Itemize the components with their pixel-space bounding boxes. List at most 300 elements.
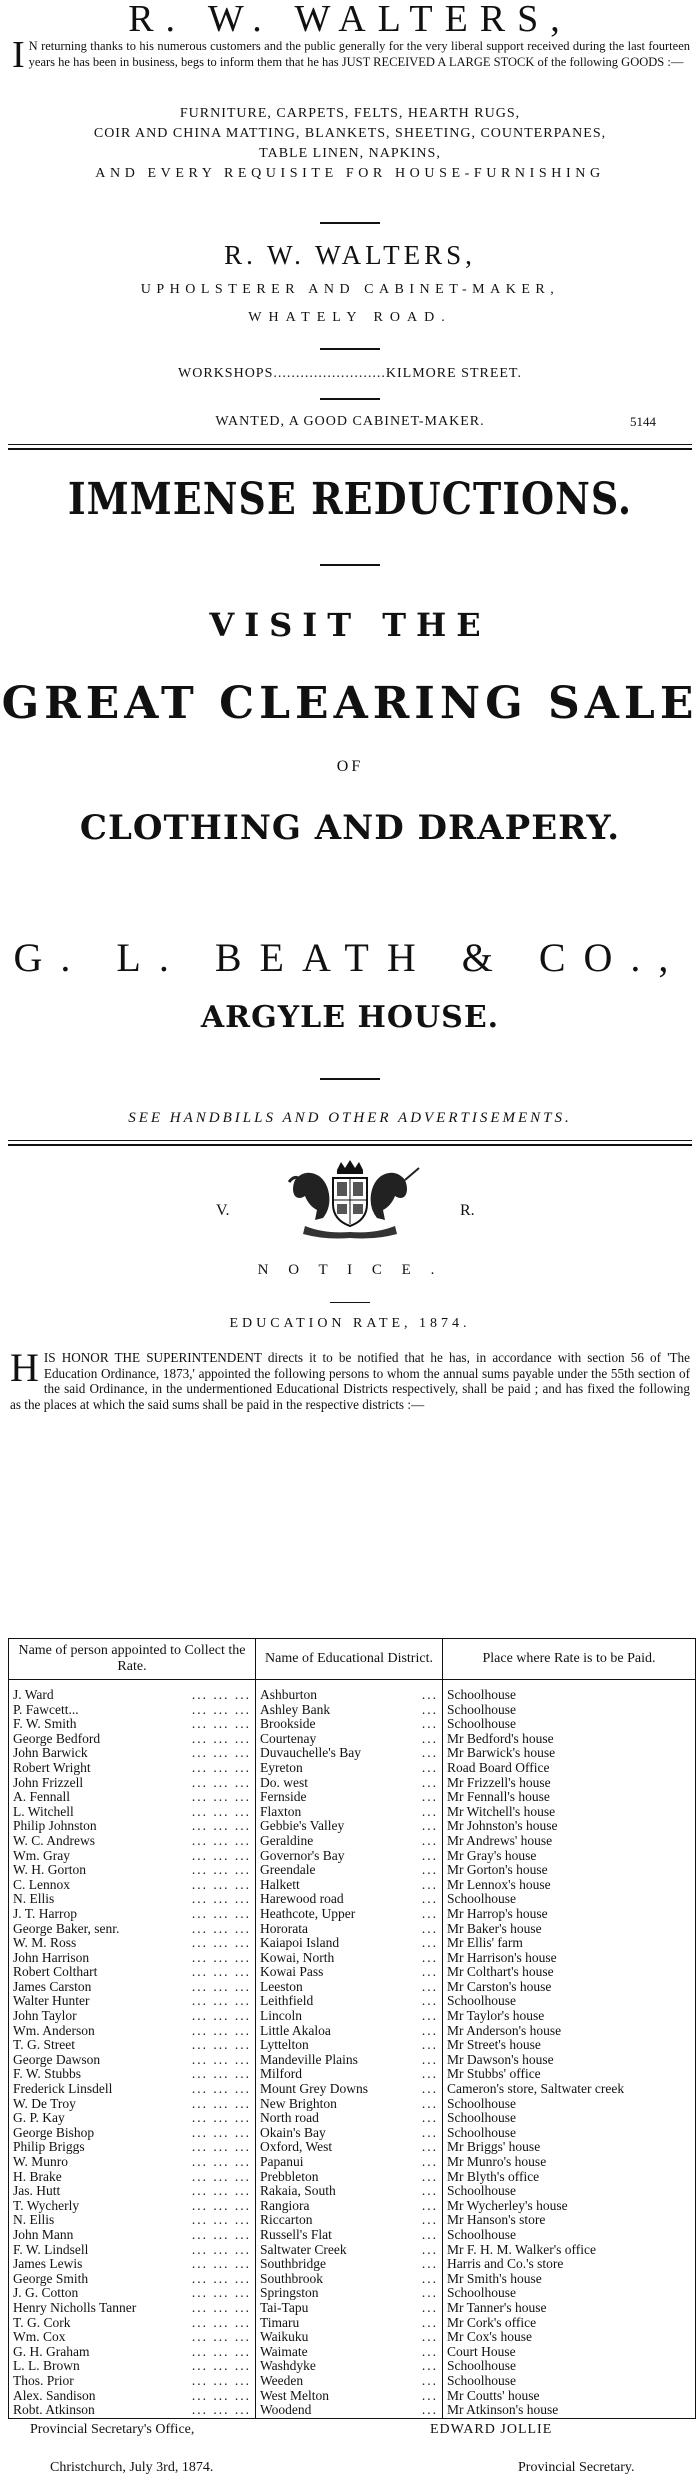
payment-place: Mr Hanson's store bbox=[443, 2213, 696, 2228]
table-row bbox=[9, 2301, 696, 2316]
district-cell bbox=[256, 2111, 443, 2126]
leader-dots: ... ... ... bbox=[191, 2198, 251, 2213]
payment-place: Schoolhouse bbox=[443, 2286, 696, 2301]
district-cell bbox=[256, 2024, 443, 2039]
table-row bbox=[9, 1965, 696, 1980]
leader-dots: ... bbox=[421, 2403, 438, 2418]
payment-place: Mr Munro's house bbox=[443, 2155, 696, 2170]
table-row bbox=[9, 1980, 696, 1995]
district-cell bbox=[256, 2155, 443, 2170]
table-row bbox=[9, 1994, 696, 2009]
leader-dots: ... bbox=[421, 1965, 438, 1980]
district-cell bbox=[256, 1790, 443, 1805]
table-row bbox=[9, 2053, 696, 2068]
table-row bbox=[9, 1790, 696, 1805]
table-row bbox=[9, 2009, 696, 2024]
collector-name: G. H. Graham bbox=[13, 2344, 90, 2359]
collector-name: W. De Troy bbox=[13, 2096, 76, 2111]
payment-place: Mr Briggs' house bbox=[443, 2140, 696, 2155]
district-cell bbox=[256, 2374, 443, 2389]
notice-date: Christchurch, July 3rd, 1874. bbox=[50, 2460, 214, 2475]
table-row bbox=[9, 2097, 696, 2112]
district-name: Heathcote, Upper bbox=[260, 1906, 356, 1921]
district-cell bbox=[256, 1703, 443, 1718]
leader-dots: ... bbox=[421, 2096, 438, 2111]
collector-name-cell bbox=[9, 2359, 256, 2374]
district-name: New Brighton bbox=[260, 2096, 337, 2111]
district-name: Mount Grey Downs bbox=[260, 2082, 368, 2097]
collector-name: G. P. Kay bbox=[13, 2111, 65, 2126]
collector-name-cell bbox=[9, 2140, 256, 2155]
beath-see-handbills: SEE HANDBILLS AND OTHER ADVERTISEMENTS. bbox=[128, 1110, 572, 1126]
collector-name-cell bbox=[9, 2286, 256, 2301]
collector-name-cell bbox=[9, 1717, 256, 1732]
district-cell bbox=[256, 1892, 443, 1907]
district-name: Riccarton bbox=[260, 2213, 313, 2228]
table-row bbox=[9, 1805, 696, 1820]
collector-name: John Harrison bbox=[13, 1950, 90, 1965]
collector-name-cell bbox=[9, 1819, 256, 1834]
district-cell bbox=[256, 2301, 443, 2316]
leader-dots: ... bbox=[421, 2169, 438, 2184]
district-name: Woodend bbox=[260, 2403, 312, 2418]
district-cell bbox=[256, 2286, 443, 2301]
payment-place: Schoolhouse bbox=[443, 2374, 696, 2389]
payment-place: Mr Fennall's house bbox=[443, 1790, 696, 1805]
leader-dots: ... ... ... bbox=[191, 2155, 251, 2169]
walters-workshops: WORKSHOPS.........................KILMORE STREET. bbox=[178, 366, 522, 381]
walters-goods-1: FURNITURE, CARPETS, FELTS, HEARTH RUGS, bbox=[179, 106, 521, 121]
table-row bbox=[9, 2111, 696, 2126]
table-row bbox=[9, 2359, 696, 2374]
table-row bbox=[9, 1922, 696, 1937]
leader-dots: ... bbox=[421, 2038, 438, 2053]
collector-name-cell bbox=[9, 2184, 256, 2199]
leader-dots: ... bbox=[421, 1819, 438, 1834]
payment-place: Schoolhouse bbox=[443, 2228, 696, 2243]
collector-name-cell bbox=[9, 1907, 256, 1922]
leader-dots: ... ... ... bbox=[191, 2403, 251, 2418]
collector-name-cell bbox=[9, 1878, 256, 1893]
leader-dots: ... ... ... bbox=[191, 1688, 251, 1702]
district-name: Do. west bbox=[260, 1775, 308, 1790]
leader-dots: ... ... ... bbox=[191, 1790, 251, 1805]
collector-name: George Dawson bbox=[13, 2052, 101, 2067]
district-cell bbox=[256, 2389, 443, 2404]
table-row bbox=[9, 2345, 696, 2360]
district-cell bbox=[256, 2184, 443, 2199]
collector-name: L. Witchell bbox=[13, 1804, 74, 1819]
payment-place: Mr Wycherley's house bbox=[443, 2199, 696, 2214]
district-cell bbox=[256, 1732, 443, 1747]
district-cell bbox=[256, 1805, 443, 1820]
district-name: Southbridge bbox=[260, 2257, 326, 2272]
leader-dots: ... ... ... bbox=[191, 1775, 251, 1790]
district-name: Oxford, West bbox=[260, 2140, 333, 2155]
table-row bbox=[9, 2243, 696, 2258]
leader-dots: ... bbox=[421, 2023, 438, 2038]
leader-dots: ... bbox=[421, 1863, 438, 1878]
leader-dots: ... bbox=[421, 1790, 438, 1805]
district-cell bbox=[256, 2213, 443, 2228]
district-name: Prebbleton bbox=[260, 2169, 319, 2184]
leader-dots: ... ... ... bbox=[191, 2140, 251, 2155]
collector-name-cell bbox=[9, 2243, 256, 2258]
walters-ad-number: 5144 bbox=[630, 414, 656, 429]
district-name: Flaxton bbox=[260, 1804, 302, 1819]
leader-dots: ... bbox=[421, 1892, 438, 1907]
leader-dots: ... ... ... bbox=[191, 2009, 251, 2024]
district-cell bbox=[256, 1746, 443, 1761]
collector-name-cell bbox=[9, 2374, 256, 2389]
district-name: Washdyke bbox=[260, 2359, 316, 2374]
district-name: Waikuku bbox=[260, 2330, 309, 2345]
leader-dots: ... bbox=[421, 2271, 438, 2286]
district-cell bbox=[256, 2403, 443, 2418]
collector-name: N. Ellis bbox=[13, 2213, 55, 2228]
leader-dots: ... ... ... bbox=[191, 2096, 251, 2111]
collector-name-cell bbox=[9, 1732, 256, 1747]
district-name: Mandeville Plains bbox=[260, 2052, 358, 2067]
collector-name: P. Fawcett... bbox=[13, 1702, 79, 1717]
leader-dots: ... ... ... bbox=[191, 2286, 251, 2301]
table-row bbox=[9, 1819, 696, 1834]
collector-name: W. H. Gorton bbox=[13, 1863, 86, 1878]
walters-intro-dropcap: I bbox=[12, 34, 25, 76]
district-cell bbox=[256, 2053, 443, 2068]
district-name: Leithfield bbox=[260, 1994, 314, 2009]
collector-name-cell bbox=[9, 2024, 256, 2039]
district-name: Courtenay bbox=[260, 1731, 317, 1746]
leader-dots: ... ... ... bbox=[191, 1746, 251, 1761]
divider bbox=[320, 348, 380, 350]
collector-name: John Frizzell bbox=[13, 1775, 84, 1790]
collector-name-cell bbox=[9, 1703, 256, 1718]
leader-dots: ... ... ... bbox=[191, 1936, 251, 1951]
table-row bbox=[9, 1892, 696, 1907]
collector-name: Frederick Linsdell bbox=[13, 2082, 113, 2097]
collector-name: Wm. Gray bbox=[13, 1848, 70, 1863]
table-row bbox=[9, 1863, 696, 1878]
district-name: Kaiapoi Island bbox=[260, 1936, 340, 1951]
payment-place: Mr Gray's house bbox=[443, 1849, 696, 1864]
notice-dropcap: H bbox=[10, 1345, 39, 1390]
column-header-name: Name of person appointed to Collect the Rate. bbox=[9, 1639, 256, 1680]
table-row bbox=[9, 2228, 696, 2243]
district-cell bbox=[256, 2009, 443, 2024]
payment-place: Schoolhouse bbox=[443, 2126, 696, 2141]
beath-of: OF bbox=[336, 758, 364, 775]
leader-dots: ... ... ... bbox=[191, 1804, 251, 1819]
collector-name: J. Ward bbox=[13, 1688, 54, 1702]
leader-dots: ... bbox=[421, 1804, 438, 1819]
payment-place: Mr Atkinson's house bbox=[443, 2403, 696, 2418]
collector-name: C. Lennox bbox=[13, 1877, 70, 1892]
district-name: Springston bbox=[260, 2286, 319, 2301]
district-cell bbox=[256, 2140, 443, 2155]
table-row bbox=[9, 1703, 696, 1718]
district-cell bbox=[256, 2243, 443, 2258]
leader-dots: ... ... ... bbox=[191, 2344, 251, 2359]
leader-dots: ... bbox=[421, 1936, 438, 1951]
payment-place: Mr Johnston's house bbox=[443, 1819, 696, 1834]
district-name: Okain's Bay bbox=[260, 2125, 326, 2140]
district-name: Geraldine bbox=[260, 1833, 314, 1848]
district-cell bbox=[256, 2257, 443, 2272]
collector-name: L. L. Brown bbox=[13, 2359, 80, 2374]
leader-dots: ... ... ... bbox=[191, 2359, 251, 2374]
leader-dots: ... bbox=[421, 2213, 438, 2228]
column-header-place: Place where Rate is to be Paid. bbox=[443, 1639, 696, 1680]
payment-place: Schoolhouse bbox=[443, 2111, 696, 2126]
table-row bbox=[9, 2170, 696, 2185]
payment-place: Mr Cork's office bbox=[443, 2316, 696, 2331]
table-spacer-row bbox=[9, 1680, 696, 1689]
payment-place: Mr Bedford's house bbox=[443, 1732, 696, 1747]
leader-dots: ... bbox=[421, 2359, 438, 2374]
leader-dots: ... ... ... bbox=[191, 1863, 251, 1878]
district-cell bbox=[256, 1936, 443, 1951]
leader-dots: ... ... ... bbox=[191, 2227, 251, 2242]
divider bbox=[320, 1078, 380, 1080]
collector-name: James Lewis bbox=[13, 2257, 83, 2272]
collector-name: T. G. Cork bbox=[13, 2315, 71, 2330]
district-cell bbox=[256, 1922, 443, 1937]
collector-name-cell bbox=[9, 2301, 256, 2316]
district-name: West Melton bbox=[260, 2388, 330, 2403]
district-name: Papanui bbox=[260, 2155, 304, 2169]
payment-place: Mr Anderson's house bbox=[443, 2024, 696, 2039]
collector-name: John Mann bbox=[13, 2227, 74, 2242]
leader-dots: ... ... ... bbox=[191, 2242, 251, 2257]
district-name: Governor's Bay bbox=[260, 1848, 345, 1863]
district-cell bbox=[256, 1834, 443, 1849]
leader-dots: ... bbox=[421, 2242, 438, 2257]
district-cell bbox=[256, 1878, 443, 1893]
table-row bbox=[9, 1849, 696, 1864]
table-body bbox=[9, 1680, 696, 2419]
collector-name-cell bbox=[9, 2038, 256, 2053]
table-row bbox=[9, 1907, 696, 1922]
leader-dots: ... ... ... bbox=[191, 2023, 251, 2038]
beath-house: ARGYLE HOUSE. bbox=[200, 1000, 500, 1035]
leader-dots: ... bbox=[421, 2330, 438, 2345]
leader-dots: ... bbox=[421, 1994, 438, 2009]
collector-name-cell bbox=[9, 2053, 256, 2068]
collector-name-cell bbox=[9, 1922, 256, 1937]
table-row bbox=[9, 1761, 696, 1776]
payment-place: Schoolhouse bbox=[443, 1703, 696, 1718]
collector-name: Jas. Hutt bbox=[13, 2184, 61, 2199]
collector-name: Thos. Prior bbox=[13, 2373, 74, 2388]
district-cell bbox=[256, 1994, 443, 2009]
collector-name-cell bbox=[9, 2330, 256, 2345]
leader-dots: ... ... ... bbox=[191, 2300, 251, 2315]
table-row bbox=[9, 1717, 696, 1732]
district-name: Greendale bbox=[260, 1863, 316, 1878]
leader-dots: ... bbox=[421, 2286, 438, 2301]
table-row bbox=[9, 2286, 696, 2301]
walters-intro-text: N returning thanks to his numerous customers and the public generally for the very liberal support received during the last fourteen years he has been in business, begs to inform them that he has JUST RECEIVED A LARGE STOCK of the following GOODS :— bbox=[28, 39, 690, 69]
table-row bbox=[9, 2272, 696, 2287]
district-cell bbox=[256, 2067, 443, 2082]
collector-name-cell bbox=[9, 1965, 256, 1980]
district-name: Ashburton bbox=[260, 1688, 317, 1702]
district-cell bbox=[256, 1819, 443, 1834]
collector-name-cell bbox=[9, 2155, 256, 2170]
collector-name: Robert Colthart bbox=[13, 1965, 98, 1980]
beath-great-sale: GREAT CLEARING SALE bbox=[1, 678, 699, 729]
leader-dots: ... bbox=[421, 2125, 438, 2140]
leader-dots: ... bbox=[421, 2052, 438, 2067]
walters-goods-2: COIR AND CHINA MATTING, BLANKETS, SHEETING, COUNTERPANES, bbox=[93, 126, 607, 141]
payment-place: Schoolhouse bbox=[443, 1994, 696, 2009]
district-name: North road bbox=[260, 2111, 319, 2126]
payment-place: Mr Frizzell's house bbox=[443, 1776, 696, 1791]
payment-place: Mr Baker's house bbox=[443, 1922, 696, 1937]
payment-place: Mr Tanner's house bbox=[443, 2301, 696, 2316]
collector-name: F. W. Stubbs bbox=[13, 2067, 81, 2082]
collector-name: W. M. Ross bbox=[13, 1936, 77, 1951]
notice-body-text: IS HONOR THE SUPERINTENDENT directs it to be notified that he has, in accordance with section 56 of 'The Education Ordinance, 1873,' appointed the following persons to whom the annual sums payable under the 55th section of the said Ordinance, in the undermentioned Educational Districts respectively, shall be paid ; and has fixed the following as the places at which the said sums shall be paid in the respective districts :— bbox=[10, 1350, 690, 1412]
payment-place: Schoolhouse bbox=[443, 1717, 696, 1732]
payment-place: Schoolhouse bbox=[443, 1892, 696, 1907]
district-name: Harewood road bbox=[260, 1892, 344, 1907]
walters-wanted: WANTED, A GOOD CABINET-MAKER. bbox=[215, 414, 485, 429]
collector-name-cell bbox=[9, 2126, 256, 2141]
leader-dots: ... ... ... bbox=[191, 1877, 251, 1892]
district-name: Waimate bbox=[260, 2344, 308, 2359]
beath-visit: VISIT THE bbox=[209, 606, 491, 644]
leader-dots: ... bbox=[421, 1921, 438, 1936]
district-name: Lincoln bbox=[260, 2009, 302, 2024]
education-rate-table bbox=[8, 1638, 696, 2419]
payment-place: Mr Ellis' farm bbox=[443, 1936, 696, 1951]
payment-place: Mr Cox's house bbox=[443, 2330, 696, 2345]
district-name: Tai-Tapu bbox=[260, 2300, 309, 2315]
leader-dots: ... bbox=[421, 1760, 438, 1775]
table-row bbox=[9, 1878, 696, 1893]
leader-dots: ... ... ... bbox=[191, 1702, 251, 1717]
table-row bbox=[9, 2082, 696, 2097]
leader-dots: ... ... ... bbox=[191, 1994, 251, 2009]
royal-coat-of-arms-icon bbox=[265, 1160, 435, 1240]
table-row bbox=[9, 1951, 696, 1966]
collector-name: Wm. Anderson bbox=[13, 2023, 95, 2038]
table-row bbox=[9, 2403, 696, 2418]
table-row bbox=[9, 2024, 696, 2039]
leader-dots: ... bbox=[421, 1731, 438, 1746]
district-cell bbox=[256, 1965, 443, 1980]
collector-name-cell bbox=[9, 1936, 256, 1951]
district-name: Lyttelton bbox=[260, 2038, 309, 2053]
district-cell bbox=[256, 2082, 443, 2097]
notice-subtitle: EDUCATION RATE, 1874. bbox=[229, 1316, 471, 1331]
payment-place: Schoolhouse bbox=[443, 2359, 696, 2374]
district-name: Kowai, North bbox=[260, 1950, 335, 1965]
leader-dots: ... bbox=[421, 1717, 438, 1732]
collector-name-cell bbox=[9, 1761, 256, 1776]
district-cell bbox=[256, 1688, 443, 1703]
district-cell bbox=[256, 1980, 443, 1995]
notice-signer: EDWARD JOLLIE bbox=[430, 2422, 553, 2437]
district-cell bbox=[256, 2359, 443, 2374]
divider bbox=[330, 1302, 370, 1303]
leader-dots: ... bbox=[421, 1702, 438, 1717]
table-row bbox=[9, 2389, 696, 2404]
collector-name-cell bbox=[9, 2316, 256, 2331]
notice-title: N O T I C E . bbox=[257, 1262, 443, 1278]
collector-name: Alex. Sandison bbox=[13, 2388, 96, 2403]
leader-dots: ... ... ... bbox=[191, 1848, 251, 1863]
district-name: Rakaia, South bbox=[260, 2184, 336, 2199]
leader-dots: ... bbox=[421, 2227, 438, 2242]
leader-dots: ... ... ... bbox=[191, 2052, 251, 2067]
payment-place: Mr Harrop's house bbox=[443, 1907, 696, 1922]
collector-name-cell bbox=[9, 2213, 256, 2228]
collector-name: George Bedford bbox=[13, 1731, 101, 1746]
collector-name-cell bbox=[9, 1805, 256, 1820]
payment-place: Road Board Office bbox=[443, 1761, 696, 1776]
collector-name-cell bbox=[9, 1849, 256, 1864]
district-cell bbox=[256, 1776, 443, 1791]
district-name: Southbrook bbox=[260, 2271, 324, 2286]
walters-goods-4: AND EVERY REQUISITE FOR HOUSE-FURNISHING bbox=[95, 166, 605, 181]
collector-name-cell bbox=[9, 1688, 256, 1703]
collector-name-cell bbox=[9, 2389, 256, 2404]
leader-dots: ... ... ... bbox=[191, 1921, 251, 1936]
district-cell bbox=[256, 1849, 443, 1864]
payment-place: Mr Witchell's house bbox=[443, 1805, 696, 1820]
leader-dots: ... ... ... bbox=[191, 2184, 251, 2199]
district-cell bbox=[256, 2316, 443, 2331]
leader-dots: ... bbox=[421, 2082, 438, 2097]
table-row bbox=[9, 2199, 696, 2214]
payment-place: Schoolhouse bbox=[443, 2184, 696, 2199]
walters-address: WHATELY ROAD. bbox=[248, 310, 452, 325]
payment-place: Court House bbox=[443, 2345, 696, 2360]
leader-dots: ... bbox=[421, 1848, 438, 1863]
collector-name-cell bbox=[9, 1776, 256, 1791]
district-cell bbox=[256, 2126, 443, 2141]
district-name: Fernside bbox=[260, 1790, 307, 1805]
payment-place: Mr Coutts' house bbox=[443, 2389, 696, 2404]
district-cell bbox=[256, 2038, 443, 2053]
collector-name: Robt. Atkinson bbox=[13, 2403, 95, 2418]
leader-dots: ... bbox=[421, 2184, 438, 2199]
leader-dots: ... ... ... bbox=[191, 2111, 251, 2126]
table-row bbox=[9, 2067, 696, 2082]
district-name: Russell's Flat bbox=[260, 2227, 332, 2242]
district-name: Halkett bbox=[260, 1877, 300, 1892]
collector-name-cell bbox=[9, 2403, 256, 2418]
table-row bbox=[9, 2140, 696, 2155]
notice-body bbox=[10, 1345, 690, 1412]
collector-name: F. W. Lindsell bbox=[13, 2242, 89, 2257]
leader-dots: ... bbox=[421, 2373, 438, 2388]
leader-dots: ... ... ... bbox=[191, 2169, 251, 2184]
collector-name-cell bbox=[9, 2228, 256, 2243]
collector-name-cell bbox=[9, 1746, 256, 1761]
district-name: Saltwater Creek bbox=[260, 2242, 347, 2257]
payment-place: Schoolhouse bbox=[443, 2097, 696, 2112]
district-name: Eyreton bbox=[260, 1760, 303, 1775]
payment-place: Cameron's store, Saltwater creek bbox=[443, 2082, 696, 2097]
payment-place: Mr Andrews' house bbox=[443, 1834, 696, 1849]
leader-dots: ... bbox=[421, 2111, 438, 2126]
table-row bbox=[9, 2257, 696, 2272]
payment-place: Mr Harrison's house bbox=[443, 1951, 696, 1966]
